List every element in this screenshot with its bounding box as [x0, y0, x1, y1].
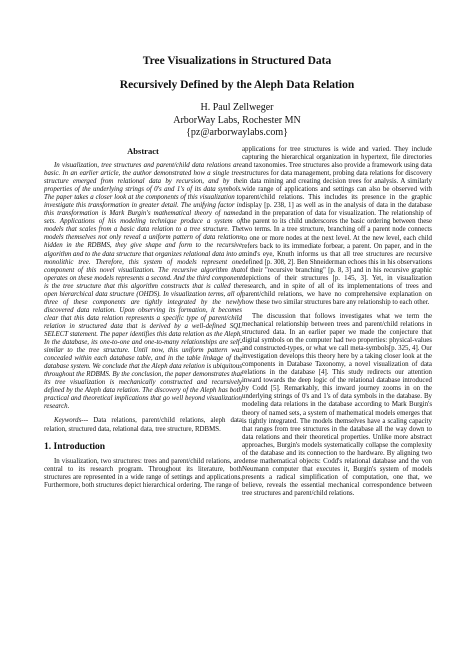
right-column-paragraph-2: The discussion that follows investigates what we term the mechanical relationship between trees and parent/child relations in structured data. In an earlier paper we made the conjecture that digital symbols on the computer had two properties: physical-values and constructed-types, or what we call meta-symbols[p. 325, 4]. Our investigation develops this theory here by a taking closer look at the components in Database Taxonomy, a novel visualization of data relations in the database [4]. This study redirects our attention inward towards the deep logic of the relational database introduced by Codd [5]. Remarkably, this inward journey zooms in on the underlying strings of 0's and 1's of data symbols in the database. By modeling data relations in the database according to Mark Burgin's theory of named sets, a system of mathematical models emerges that is tightly integrated. The models themselves have a scaling capacity that ranges from tree structures in the database all the way down to data relations and their theoretical properties. Unlike more abstract approaches, Burgin's models systematically collapse the complexity of the database and its connection to the hardware. By aligning two dense mathematical objects: Codd's relational database and the von Neumann computer that executes it, Burgin's system of models presents a radical simplification of computation, one that, we believe, reveals the essential mechanical correspondence between tree structures and parent/child relations.	[242, 312, 432, 497]
paper-title-line-1: Tree Visualizations in Structured Data	[142, 55, 332, 67]
author-affiliation: ArborWay Labs, Rochester MN	[173, 114, 301, 126]
introduction-text: In visualization, two structures: trees and parent/child relations, are central to its research program. Throughout its literature, both structures are represented in a wide range of settings and applications. Furthermore, both structures depict hierarchical ordering. The range of	[44, 457, 242, 489]
author-name: H. Paul Zellweger	[200, 102, 274, 113]
introduction-heading: 1. Introduction	[44, 441, 106, 452]
abstract-heading: Abstract	[127, 146, 159, 156]
abstract-text: In visualization, tree structures and parent/child data relations are basic. In an earlier article, the author demonstrated how a single tree structure emerged from relational data by recursion, and by the properties of the underlying strings of 0's and 1's of its data symbols. The paper takes a closer look at the components of this visualization to investigate this transformation in greater detail. The unifying factor in this transformation is Mark Burgin's mathematical theory of named sets. Applications of his modeling technique produce a system of models that scales from a basic data relation to a tree structure. The models themselves not only reveal a uniform pattern of data relations hidden in the RDBMS, they give shape and form to the recursive algorithm and to the data structure that organizes relational data into a monolithic tree. Therefore, this system of models represent one component of this novel visualization. The recursive algorithm that operates on these models represents a second. And the third component is the tree structure that this algorithm constructs that is called the open hierarchical data structure (OHDS). In visualization terms, all of three of these components are tightly integrated by the newly discovered data relation. Upon observing its formation, it becomes clear that this data relation represents a specific type of parent/child relation in structured data that is derived by a well-defined SQL SELECT statement. The paper identifies this data relation as the Aleph. In the database, its one-to-one and one-to-many relationships are self-similar to the tree structure. Until now, this uniform pattern was concealed within each database table, and in the table linkage of the database system. We conclude that the Aleph data relation is ubiquitous throughout the RDBMS. By the conclusion, the paper demonstrates that its tree visualization is mechanically constructed and recursively defined by the Aleph data relation. The discovery of the Aleph has both practical and theoretical implications that go well beyond visualization research.	[44, 162, 242, 411]
keywords	[44, 417, 242, 433]
right-column	[242, 146, 432, 504]
paper-title-line-2: Recursively Defined by the Aleph Data Relation	[119, 79, 355, 91]
left-column	[44, 146, 242, 496]
keywords-label: Keywords---	[54, 417, 89, 425]
right-column-paragraph-1: applications for tree structures is wide and varied. They include capturing the hierarchical organization in hypertext, file directories and taxonomies. Tree structures also provide a framework using data structures for data management, probing data relations for discovery in data mining and creating decision trees for analysis. A similarly wide range of applications and settings can also be observed with parent/child relations. This includes its presence in the graphic display [p. 238, 1] as well as in the analysis of data in the database and in the preparation of data for visualization. The relationship of the parent to its child underscores the basic ordering between these two terms. In a tree structure, branching off a parent node connects to one or more nodes at the next level. At the new level, each child refers back to its immediate forbear, a parent. On paper, and in the mind's eye, Knuth informs us that all tree structures are recursive defined [p. 308, 2]. Ben Shneiderman echoes this in his observations of their "recursive branching" [p. 8, 3] and in his recursive graphic depictions of their structures [p. 145, 3]. Yet, in visualization research, and in spite of all of its implementations of trees and parent/child relations, we have no comprehensive explanation on how these two similar structures bare any relationship to each other.	[242, 146, 432, 306]
keywords-text: Data relations, parent/child relations, aleph data relation, structured data, relational data, tree structure, RDBMS.	[44, 417, 242, 433]
author-block	[0, 102, 474, 140]
author-email: {pz@arborwaylabs.com}	[186, 127, 288, 138]
